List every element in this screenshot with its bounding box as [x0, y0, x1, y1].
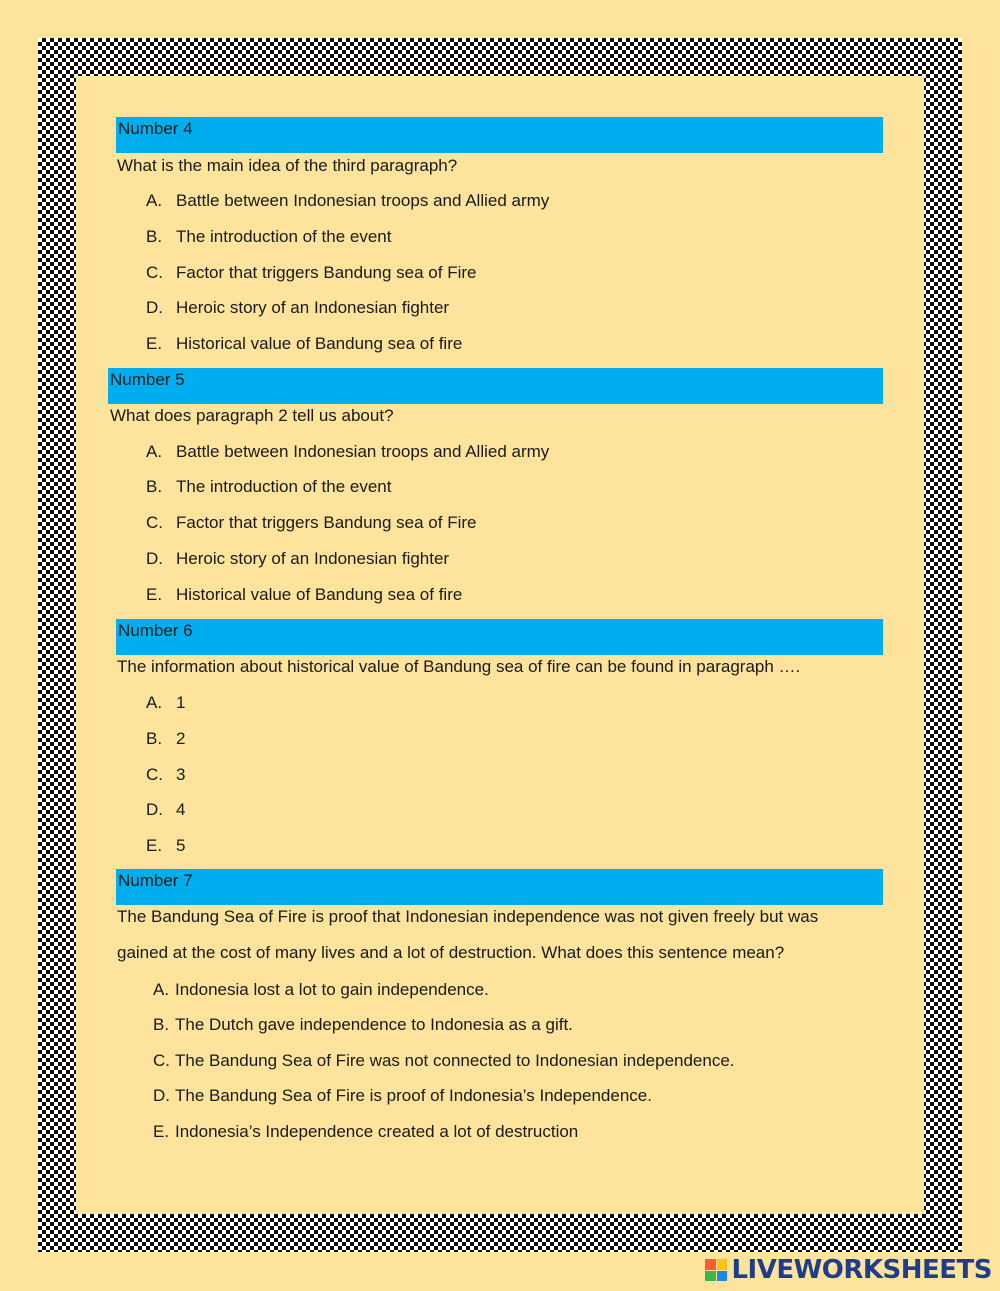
liveworksheets-logo-icon — [705, 1259, 727, 1281]
question-prompt-5: What does paragraph 2 tell us about? — [110, 406, 394, 425]
question-prompt-7-line2: gained at the cost of many lives and a lot of destruction. What does this sentence mean? — [117, 943, 785, 962]
question-prompt-4: What is the main idea of the third paragraph? — [117, 156, 458, 175]
question-header-5: Number 5 — [108, 368, 883, 404]
question-prompt-6: The information about historical value of Bandung sea of fire can be found in paragraph …. — [117, 657, 801, 676]
question-header-4: Number 4 — [116, 117, 883, 153]
liveworksheets-logo[interactable] — [705, 1255, 992, 1285]
question-prompt-7-line1: The Bandung Sea of Fire is proof that Indonesian independence was not given freely but was — [117, 907, 819, 926]
question-header-7: Number 7 — [116, 869, 883, 905]
question-header-6: Number 6 — [116, 619, 883, 655]
liveworksheets-wordmark: LIVEWORKSHEETS — [731, 1255, 992, 1285]
